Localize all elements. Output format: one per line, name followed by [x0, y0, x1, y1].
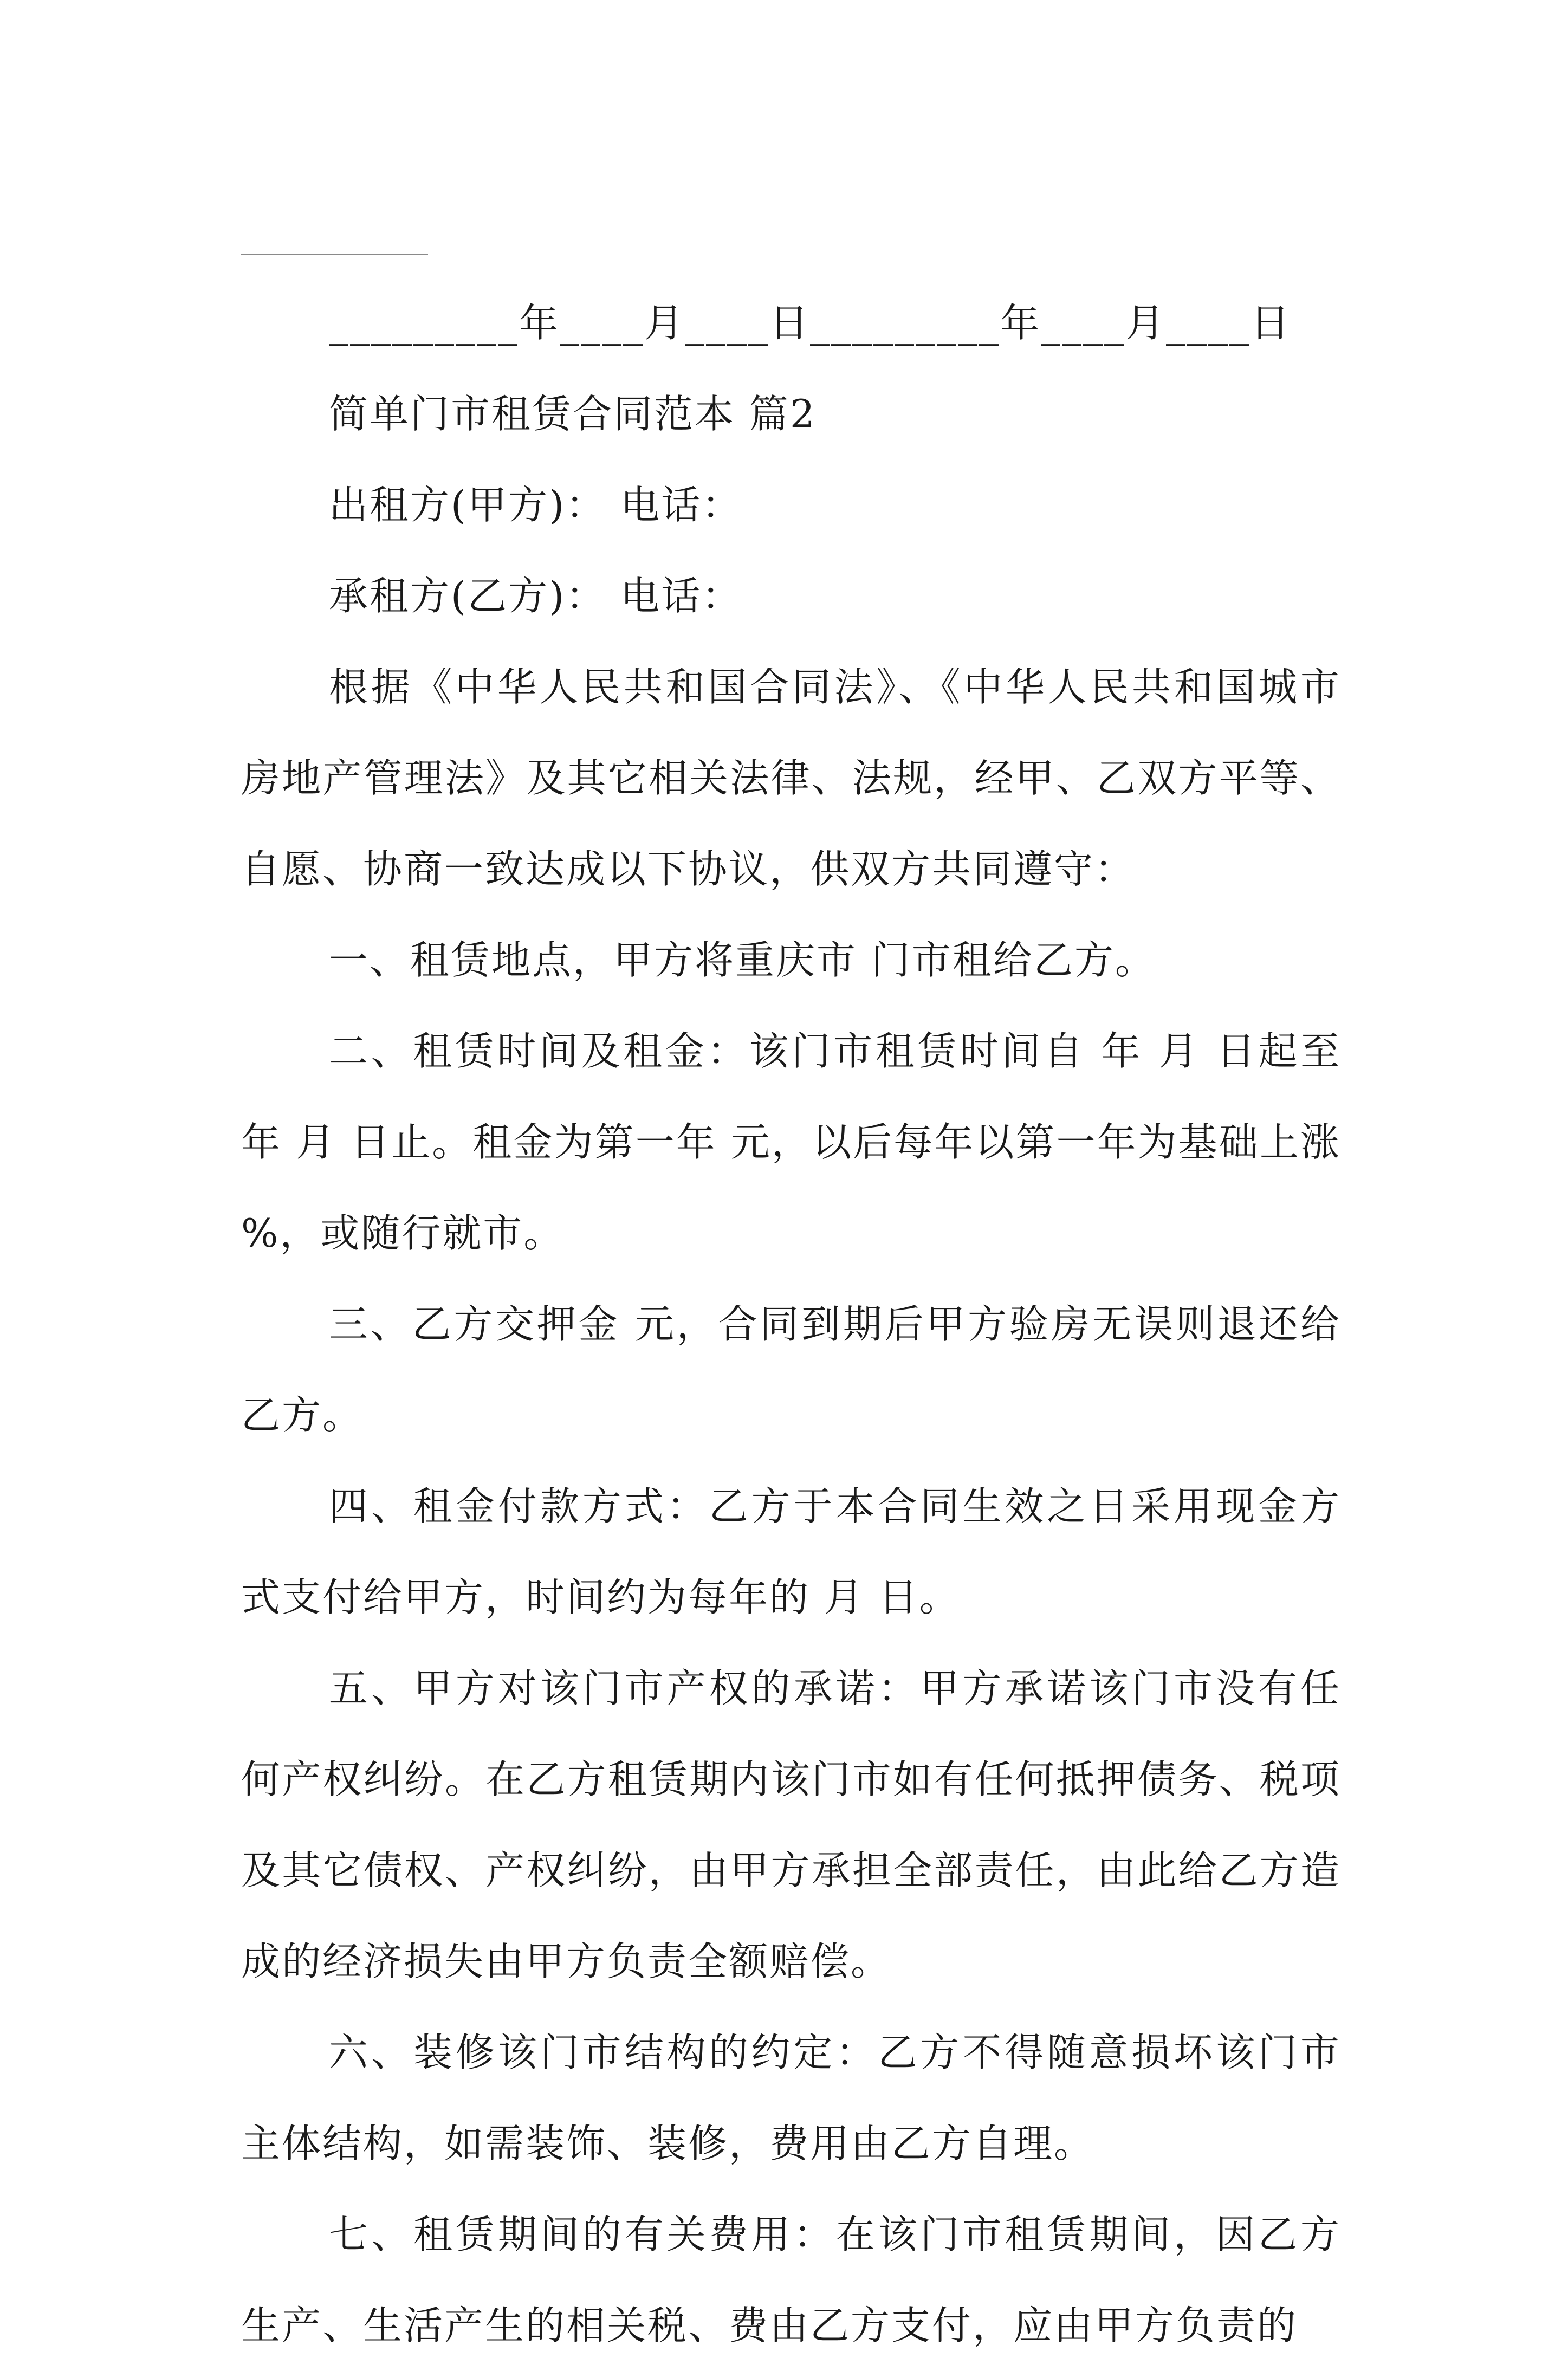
date-line: _________年____月____日_________年____月____日 — [329, 300, 1291, 346]
top-rule-line — [241, 254, 428, 255]
document-title: 简单门市租赁合同范本 篇2 — [329, 391, 817, 437]
lessor-line: 出租方(甲方)： 电话： — [329, 482, 743, 528]
paragraph-clause-7: 七、租赁期间的有关费用：在该门市租赁期间，因乙方生产、生活产生的相关税、费由乙方支付，应由甲方负责的 — [241, 2212, 1341, 2348]
paragraph-preamble: 根据《中华人民共和国合同法》、《中华人民共和国城市房地产管理法》及其它相关法律、法规，经甲、乙双方平等、自愿、协商一致达成以下协议，供双方共同遵守： — [241, 664, 1341, 892]
lessee-line: 承租方(乙方)： 电话： — [329, 573, 743, 619]
paragraph-clause-5: 五、甲方对该门市产权的承诺：甲方承诺该门市没有任何产权纠纷。在乙方租赁期内该门市如有任何抵押债务、税项及其它债权、产权纠纷，由甲方承担全部责任，由此给乙方造成的经济损失由甲方负责全额赔偿。 — [241, 1666, 1341, 1984]
paragraph-clause-1: 一、租赁地点，甲方将重庆市 门市租给乙方。 — [329, 937, 1156, 983]
document-body — [241, 277, 1355, 2371]
paragraph-clause-3: 三、乙方交押金 元，合同到期后甲方验房无误则退还给乙方。 — [241, 1301, 1341, 1438]
paragraph-clause-6: 六、装修该门市结构的约定：乙方不得随意损坏该门市主体结构，如需装饰、装修，费用由乙方自理。 — [241, 2030, 1341, 2166]
paragraph-clause-4: 四、租金付款方式：乙方于本合同生效之日采用现金方式支付给甲方，时间约为每年的 月 日。 — [241, 1484, 1341, 1620]
paragraph-clause-2: 二、租赁时间及租金：该门市租赁时间自 年 月 日起至 年 月 日止。租金为第一年 元，以后每年以第一年为基础上涨 %，或随行就市。 — [241, 1028, 1355, 1256]
